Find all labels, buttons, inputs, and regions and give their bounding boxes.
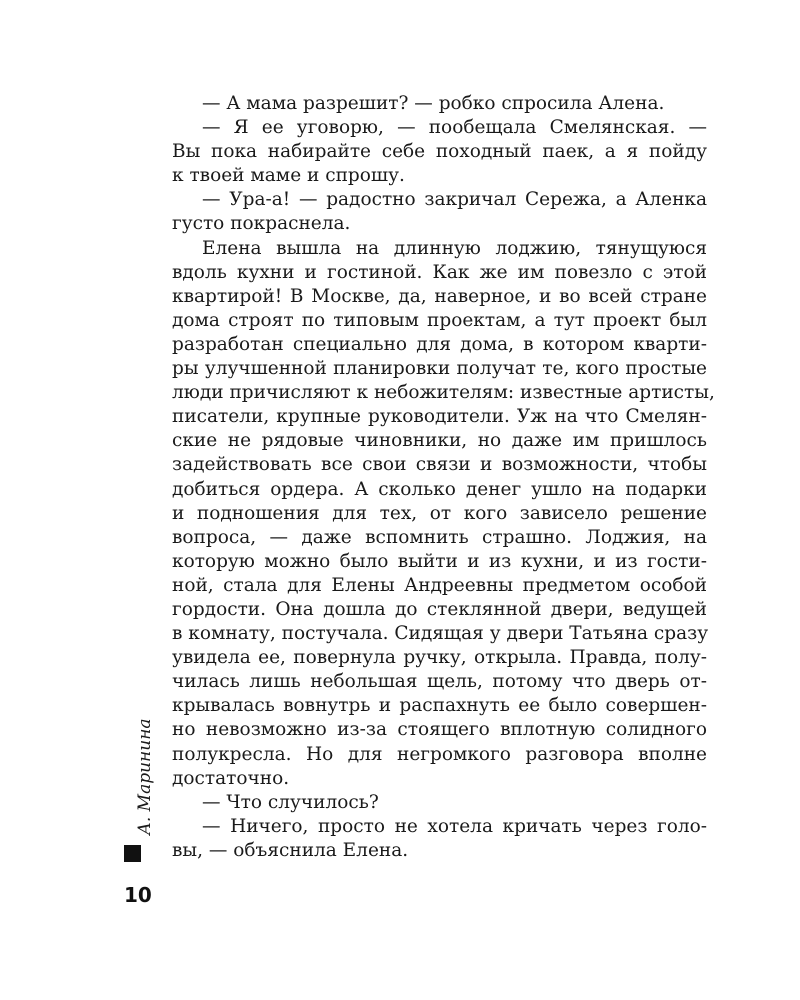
text-line: вы, — объяснила Елена. — [172, 839, 409, 861]
text-line: гордости. Она дошла до стеклянной двери, ведущей — [172, 598, 707, 620]
text-line: вопроса, — даже вспомнить страшно. Лоджия, на — [172, 526, 707, 548]
text-line: чилась лишь небольшая щель, потому что дверь от- — [172, 671, 707, 693]
text-line: — Что случилось? — [202, 791, 379, 813]
text-line: густо покраснела. — [172, 213, 351, 235]
text-line: вдоль кухни и гостиной. Как же им повезло с этой — [172, 261, 707, 283]
text-line: которую можно было выйти и из кухни, и из гости- — [172, 550, 707, 572]
text-line: Елена вышла на длинную лоджию, тянущуюся — [202, 237, 707, 259]
text-line: разработан специально для дома, в котором кварти- — [172, 333, 707, 355]
text-line: — Я ее уговорю, — пообещала Смелянская. — — [202, 117, 707, 139]
text-line: достаточно. — [172, 767, 290, 789]
text-line: ной, стала для Елены Андреевны предметом особой — [172, 574, 707, 596]
text-line: и подношения для тех, от кого зависело решение — [172, 502, 707, 524]
text-line: ские не рядовые чиновники, но даже им пришлось — [172, 430, 707, 452]
text-line: — Ура-а! — радостно закричал Сережа, а Аленка — [202, 189, 707, 211]
text-line: добиться ордера. А сколько денег ушло на подарки — [172, 478, 707, 500]
text-line: Вы пока набирайте себе походный паек, а я пойду — [172, 141, 707, 163]
text-line: дома строят по типовым проектам, а тут проект был — [172, 309, 707, 331]
text-line: но невозможно из-за стоящего вплотную солидного — [172, 719, 707, 741]
text-line: в комнату, постучала. Сидящая у двери Татьяна сразу — [172, 623, 709, 645]
text-line: — Ничего, просто не хотела кричать через голо- — [202, 815, 707, 837]
text-line: квартирой! В Москве, да, наверное, и во всей стране — [172, 285, 707, 307]
text-line: увидела ее, повернула ручку, открыла. Правда, полу- — [172, 647, 707, 669]
page-marker-square — [124, 845, 141, 862]
text-line: — А мама разрешит? — робко спросила Алена. — [202, 93, 665, 114]
page-number: 10 — [124, 883, 152, 907]
text-line: полукресла. Но для негромкого разговора вполне — [172, 743, 707, 765]
text-line: к твоей маме и спрошу. — [172, 165, 405, 187]
text-line: люди причисляют к небожителям: известные артисты, — [172, 382, 715, 404]
text-line: ры улучшенной планировки получат те, кого простые — [172, 358, 707, 380]
text-line: писатели, крупные руководители. Уж на что Смелян- — [172, 406, 707, 428]
text-line: задействовать все свои связи и возможности, чтобы — [172, 454, 707, 476]
running-head-author: А. Маринина — [135, 718, 155, 835]
body-text — [172, 92, 715, 863]
text-line: крывалась вовнутрь и распахнуть ее было совершен- — [172, 695, 707, 717]
